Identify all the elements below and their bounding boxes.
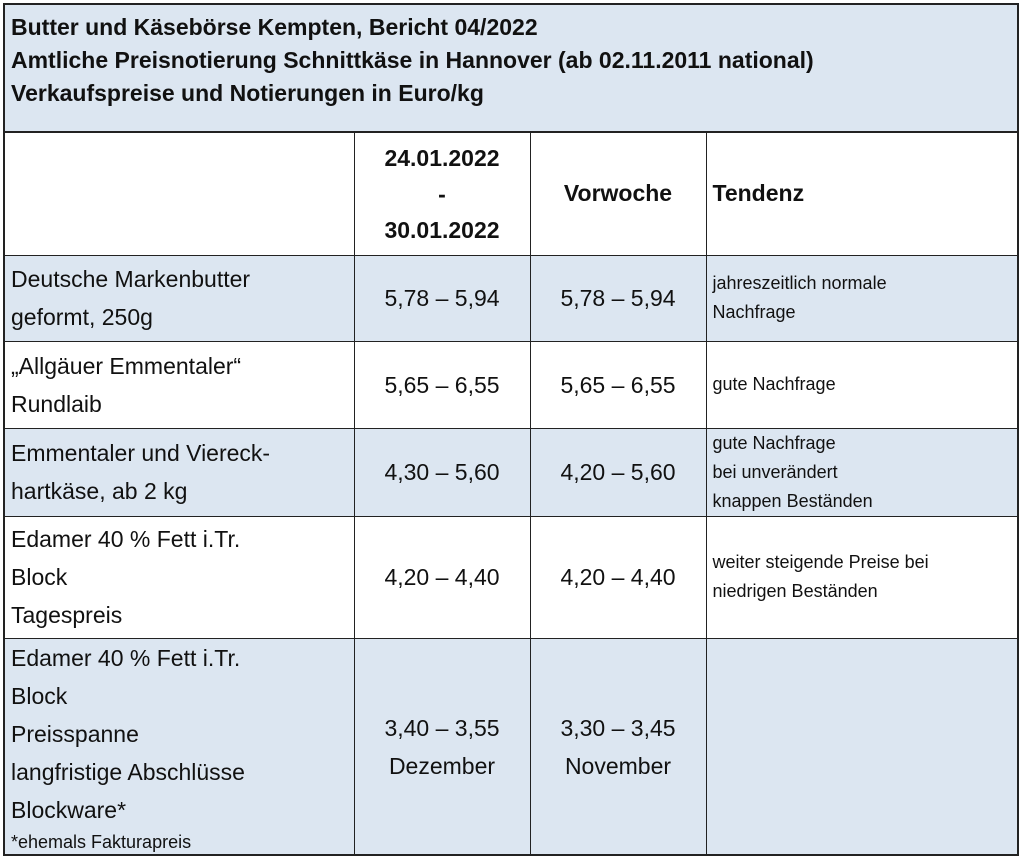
- previous-price-cell: [530, 428, 706, 516]
- product-cell: [5, 341, 354, 428]
- table-header-row: [5, 133, 1017, 255]
- product-name: hartkäse, ab 2 kg: [11, 478, 188, 504]
- product-name: langfristige Abschlüsse: [11, 758, 245, 785]
- current-price-cell: [354, 638, 530, 855]
- date-to: 30.01.2022: [384, 216, 500, 243]
- trend-cell: [706, 428, 1017, 516]
- trend-text: niedrigen Beständen: [712, 581, 878, 601]
- product-name: „Allgäuer Emmentaler“: [11, 352, 242, 379]
- report-header: [5, 5, 1017, 133]
- product-name: geformt, 250g: [11, 304, 153, 330]
- price-report-sheet: [3, 3, 1019, 856]
- header-current-week: [354, 133, 530, 255]
- price-table: [5, 133, 1017, 855]
- previous-price-cell: [530, 638, 706, 855]
- report-units: Verkaufspreise und Notierungen in Euro/kg: [11, 80, 484, 106]
- price-value: 3,30 – 3,45: [560, 714, 676, 741]
- header-trend: Tendenz: [706, 133, 1017, 255]
- trend-text: knappen Beständen: [712, 490, 873, 511]
- price-value: 4,30 – 5,60: [384, 459, 500, 485]
- trend-cell: [706, 638, 1017, 855]
- header-product-cell: [5, 133, 354, 255]
- footnote: *ehemals Fakturapreis: [11, 831, 192, 852]
- product-name: Block: [11, 682, 68, 709]
- price-value: 4,20 – 5,60: [560, 459, 676, 485]
- date-from: 24.01.2022: [384, 144, 500, 171]
- product-name: Rundlaib: [11, 390, 102, 417]
- price-month: November: [564, 752, 672, 779]
- table-row: [5, 428, 1017, 516]
- header-previous-week: Vorwoche: [530, 133, 706, 255]
- product-cell: [5, 638, 354, 855]
- current-price-cell: [354, 255, 530, 341]
- previous-price-cell: [530, 341, 706, 428]
- product-name: Block: [11, 564, 68, 590]
- price-value: 5,65 – 6,55: [384, 371, 500, 398]
- product-name: Edamer 40 % Fett i.Tr.: [11, 526, 241, 552]
- previous-price-cell: [530, 255, 706, 341]
- table-row: [5, 255, 1017, 341]
- trend-cell: [706, 516, 1017, 638]
- price-value: 5,78 – 5,94: [560, 285, 676, 311]
- table-row: [5, 341, 1017, 428]
- current-price-cell: [354, 341, 530, 428]
- trend-cell: [706, 341, 1017, 428]
- trend-text: gute Nachfrage: [712, 374, 836, 394]
- price-value: 5,78 – 5,94: [384, 285, 500, 311]
- product-name: Preisspanne: [11, 720, 139, 747]
- date-separator: -: [438, 180, 446, 207]
- product-cell: [5, 516, 354, 638]
- product-cell: [5, 255, 354, 341]
- product-name: Edamer 40 % Fett i.Tr.: [11, 644, 241, 671]
- product-name: Deutsche Markenbutter: [11, 266, 251, 292]
- product-name: Tagespreis: [11, 602, 123, 628]
- price-value: 3,40 – 3,55: [384, 714, 500, 741]
- trend-text: bei unverändert: [712, 461, 838, 482]
- table-row: [5, 516, 1017, 638]
- current-price-cell: [354, 428, 530, 516]
- table-row: [5, 638, 1017, 855]
- trend-text: Nachfrage: [712, 302, 796, 322]
- report-subtitle: Amtliche Preisnotierung Schnittkäse in Hannover (ab 02.11.2011 national): [11, 47, 814, 73]
- current-price-cell: [354, 516, 530, 638]
- previous-price-cell: [530, 516, 706, 638]
- price-month: Dezember: [388, 752, 496, 779]
- trend-cell: [706, 255, 1017, 341]
- price-value: 5,65 – 6,55: [560, 371, 676, 398]
- product-name: Blockware*: [11, 796, 127, 823]
- product-cell: [5, 428, 354, 516]
- price-value: 4,20 – 4,40: [384, 564, 500, 590]
- trend-text: jahreszeitlich normale: [712, 273, 887, 293]
- trend-text: gute Nachfrage: [712, 432, 836, 453]
- trend-text: weiter steigende Preise bei: [712, 552, 929, 572]
- product-name: Emmentaler und Viereck-: [11, 440, 271, 466]
- report-title: Butter und Käsebörse Kempten, Bericht 04/2022: [11, 14, 538, 40]
- price-value: 4,20 – 4,40: [560, 564, 676, 590]
